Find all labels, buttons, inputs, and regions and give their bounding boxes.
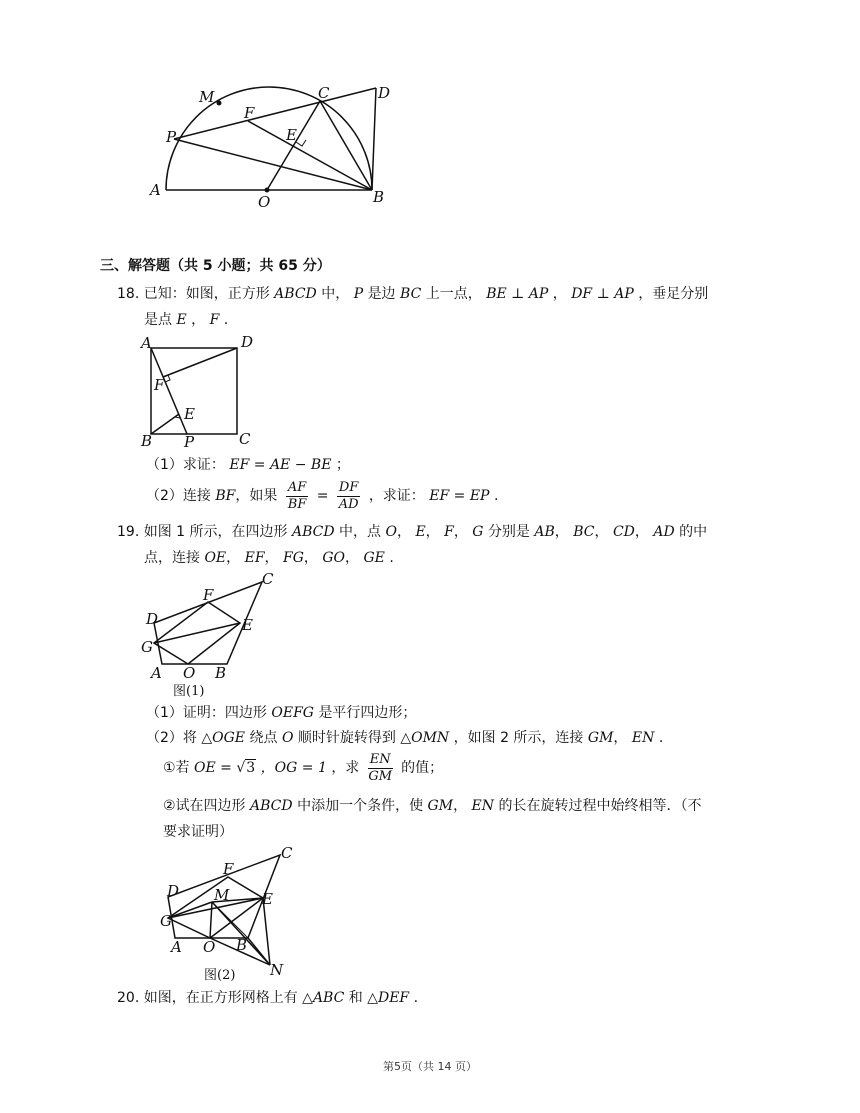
section-title: 三、解答题（共 5 小题；共 65 分） <box>100 258 331 274</box>
q18-math: DF ⊥ AP <box>571 286 634 302</box>
q19-math: F <box>444 524 454 540</box>
q19-text: （2）将 <box>146 730 197 746</box>
q19-text: 绕点 <box>249 730 278 746</box>
segment-bn <box>248 938 270 965</box>
q19-math: ABCD <box>291 524 335 540</box>
label-e: E <box>286 126 297 144</box>
label-a: A <box>151 664 162 682</box>
segment-db <box>372 88 376 190</box>
q18-text: ，如果 <box>235 488 278 504</box>
label-c: C <box>262 572 274 588</box>
label-e: E <box>242 616 253 634</box>
q18-text: . <box>493 488 499 504</box>
q19-line1: 19. 如图 1 所示，在四边形 ABCD 中，点 O， E， F， G 分别是 AB， BC， CD， AD 的中 <box>117 524 708 540</box>
q19-math: FG <box>283 550 304 566</box>
q18-text: ， <box>552 286 567 302</box>
q18-math: BE ⊥ AP <box>486 286 549 302</box>
q19-math: BC <box>573 524 595 540</box>
page-footer: 第5页（共 14 页） <box>383 1060 477 1073</box>
point-m <box>217 101 222 106</box>
label-g: G <box>160 912 172 930</box>
q19-number: 19. <box>117 524 140 540</box>
q18-line2 <box>144 310 228 330</box>
q18-math: E <box>176 312 187 328</box>
segment-cb <box>320 101 372 190</box>
label-d: D <box>241 334 254 351</box>
caption-fig1: 图(1) <box>173 684 205 699</box>
label-e: E <box>184 405 195 423</box>
fraction-en-gm: $\frac{EN}{GM}$ <box>368 751 393 784</box>
label-f: F <box>223 860 234 878</box>
q18-text: （1）求证： <box>146 457 225 473</box>
label-c: C <box>281 844 293 862</box>
q18-text: （2）连接 <box>146 488 211 504</box>
label-c: C <box>318 84 330 102</box>
q18-text: 中， <box>321 286 350 302</box>
label-f: F <box>244 104 255 122</box>
label-p: P <box>166 128 177 146</box>
q19-part1 <box>146 703 416 723</box>
q19-math: △OMN <box>400 730 450 746</box>
label-m: M <box>214 886 230 904</box>
q19-text: 的长在旋转过程中始终相等．（不 <box>498 798 702 814</box>
q19-text: ②试在四边形 <box>163 798 246 814</box>
q18-text: 上一点， <box>425 286 482 302</box>
q19-text: 如图 1 所示，在四边形 <box>143 524 288 540</box>
segment-df <box>163 348 237 377</box>
q18-math: EF = EP <box>429 488 490 504</box>
q19-part2b-line2: 要求证明） <box>163 824 233 840</box>
label-a: A <box>171 938 182 956</box>
q19-math: GM <box>587 730 614 746</box>
q18-line1 <box>117 284 708 304</box>
q20-math: △ABC <box>302 990 345 1006</box>
q19-math: AB <box>534 524 555 540</box>
figure-1 <box>138 572 278 702</box>
q19-text: 顺时针旋转得到 <box>297 730 396 746</box>
q19-text: ，如图 2 所示，连接 <box>453 730 584 746</box>
label-p: P <box>184 433 195 451</box>
q19-math: O <box>281 730 294 746</box>
q19-math: △OGE <box>201 730 246 746</box>
q20-text: 如图，在正方形网格上有 <box>143 990 298 1006</box>
q18-text: 是边 <box>367 286 396 302</box>
q18-text: 已知：如图，正方形 <box>143 286 270 302</box>
q19-text: 中添加一个条件，使 <box>297 798 424 814</box>
label-g: G <box>141 638 153 656</box>
q18-math: BC <box>400 286 422 302</box>
label-d: D <box>167 882 180 900</box>
label-b: B <box>141 432 153 450</box>
q20-math: △DEF <box>367 990 410 1006</box>
q19-text: . <box>389 550 394 566</box>
label-o: O <box>258 193 271 211</box>
q20-line1 <box>117 988 418 1008</box>
q18-text: ； <box>335 457 350 473</box>
q19-text: （1）证明：四边形 <box>146 705 267 721</box>
q18-math: P <box>353 286 364 302</box>
segment-be <box>151 414 179 434</box>
q19-part2b-line1: ②试在四边形 ABCD 中添加一个条件，使 GM， EN 的长在旋转过程中始终相等．（不 <box>163 798 702 814</box>
q19-math: OEFG <box>271 705 314 721</box>
label-c: C <box>239 430 251 448</box>
segment-mn <box>212 902 270 965</box>
q20-number: 20. <box>117 990 140 1006</box>
q19-text: 的值； <box>401 760 444 776</box>
label-d: D <box>378 84 391 102</box>
q19-math: EN <box>471 798 494 814</box>
q20-text: 和 <box>348 990 363 1006</box>
caption-fig2: 图(2) <box>204 968 236 983</box>
q19-math: E <box>415 524 426 540</box>
q19-text: 点，连接 <box>144 550 200 566</box>
q18-math: = <box>316 488 329 504</box>
q19-text: 的中 <box>679 524 708 540</box>
q19-math: CD <box>612 524 635 540</box>
q19-math: O <box>385 524 397 540</box>
label-a: A <box>150 181 161 199</box>
fraction-df-ad: $\frac{DF}{AD}$ <box>338 479 359 512</box>
q18-number: 18. <box>117 286 140 302</box>
q19-text: 中，点 <box>339 524 382 540</box>
label-b: B <box>215 664 227 682</box>
q19-math: OE <box>204 550 227 566</box>
q18-math: F <box>209 312 220 328</box>
q18-part1 <box>146 455 350 475</box>
label-n: N <box>270 961 284 979</box>
q19-math: GE <box>363 550 385 566</box>
q18-text: . <box>223 312 229 328</box>
label-a: A <box>141 334 152 352</box>
q19-math: GO <box>322 550 346 566</box>
q19-math: EN <box>631 730 655 746</box>
segment-om <box>210 902 212 938</box>
q20-text: . <box>413 990 419 1006</box>
figure-square-abcd <box>138 334 258 452</box>
sqrt-3: √3 <box>236 760 256 776</box>
q19-math: GM <box>427 798 454 814</box>
segment-pb <box>174 139 372 190</box>
q19-math: ABCD <box>250 798 293 814</box>
label-e: E <box>262 890 273 908</box>
q19-text: 分别是 <box>487 524 530 540</box>
q19-text: . <box>658 730 664 746</box>
q18-math: BF <box>215 488 236 504</box>
right-angle-mark <box>296 140 306 146</box>
figure-2 <box>150 843 300 983</box>
q18-part2 <box>146 478 498 514</box>
label-o: O <box>183 664 196 682</box>
segment-en <box>263 898 270 965</box>
q18-math: EF = AE − BE <box>229 457 332 473</box>
q19-line2: 点，连接 OE， EF， FG， GO， GE . <box>144 550 394 566</box>
q19-text: ，求 <box>331 760 360 776</box>
q19-math: OE = <box>194 760 232 776</box>
q18-text: ， <box>191 312 206 328</box>
q19-math: G <box>472 524 484 540</box>
q19-math: ，OG = 1 <box>260 760 327 776</box>
label-o: O <box>203 938 216 956</box>
label-b: B <box>236 936 248 954</box>
q18-math: ABCD <box>274 286 317 302</box>
q19-part2a <box>163 750 443 786</box>
q18-text: 是点 <box>144 312 172 328</box>
label-m: M <box>199 88 215 106</box>
q19-math: EF <box>244 550 265 566</box>
point-o <box>265 188 270 193</box>
label-f: F <box>203 586 214 604</box>
q19-text: 是平行四边形； <box>318 705 417 721</box>
q19-math: AD <box>653 524 675 540</box>
figure-semicircle <box>140 78 410 213</box>
q19-part2: （2）将 △OGE 绕点 O 顺时针旋转得到 △OMN ，如图 2 所示，连接 GM， EN . <box>146 730 664 746</box>
fraction-af-bf: $\frac{AF}{BF}$ <box>287 479 307 512</box>
label-d: D <box>146 610 159 628</box>
q18-text: ，垂足分别 <box>638 286 709 302</box>
label-b: B <box>373 188 385 206</box>
q18-text: ，求证： <box>368 488 425 504</box>
label-f: F <box>154 376 165 394</box>
q19-text: ①若 <box>163 760 190 776</box>
